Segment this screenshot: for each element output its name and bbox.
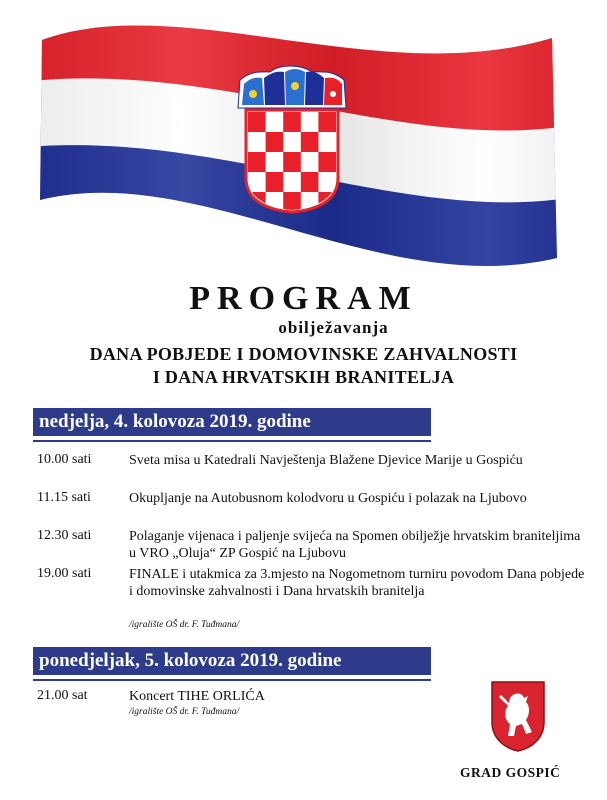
event-description: Sveta misa u Katedrali Navještenja Blažene Djevice Marije u Gospiću — [129, 453, 523, 468]
city-name: GRAD GOSPIĆ — [460, 765, 561, 780]
page-subtitle: obilježavanja — [278, 318, 389, 337]
day-header-sunday: nedjelja, 4. kolovoza 2019. godine — [33, 408, 431, 436]
event-time: 21.00 sat — [37, 688, 88, 703]
divider — [33, 679, 431, 681]
event-venue: /igralište OŠ dr. F. Tuđmana/ — [129, 707, 240, 717]
gospic-coat-of-arms-icon — [490, 680, 546, 752]
event-time: 19.00 sati — [37, 566, 92, 581]
event-description: Polaganje vijenaca i paljenje svijeća na Spomen obilježje hrvatskim braniteljima u VRO „Oluja“ ZP Gospić na Ljubovu — [129, 529, 581, 561]
divider — [33, 440, 431, 442]
event-description: Okupljanje na Autobusnom kolodvoru u Gospiću i polazak na Ljubovo — [129, 491, 527, 506]
event-time: 11.15 sati — [37, 490, 91, 505]
croatian-flag-icon — [0, 0, 607, 275]
event-description: FINALE i utakmica za 3.mjesto na Nogometnom turniru povodom Dana pobjede i domovinske zahvalnosti i Dana hrvatskih branitelja — [129, 567, 585, 599]
event-venue: /igralište OŠ dr. F. Tuđmana/ — [129, 620, 240, 630]
event-time: 12.30 sati — [37, 528, 92, 543]
event-name-line-2: I DANA HRVATSKIH BRANITELJA — [152, 367, 455, 387]
event-time: 10.00 sati — [37, 452, 92, 467]
day-header-monday: ponedjeljak, 5. kolovoza 2019. godine — [33, 647, 431, 675]
event-name-line-1: DANA POBJEDE I DOMOVINSKE ZAHVALNOSTI — [89, 344, 518, 364]
page-title: PROGRAM — [189, 280, 418, 317]
event-description: Koncert TIHE ORLIĆA — [129, 689, 265, 704]
